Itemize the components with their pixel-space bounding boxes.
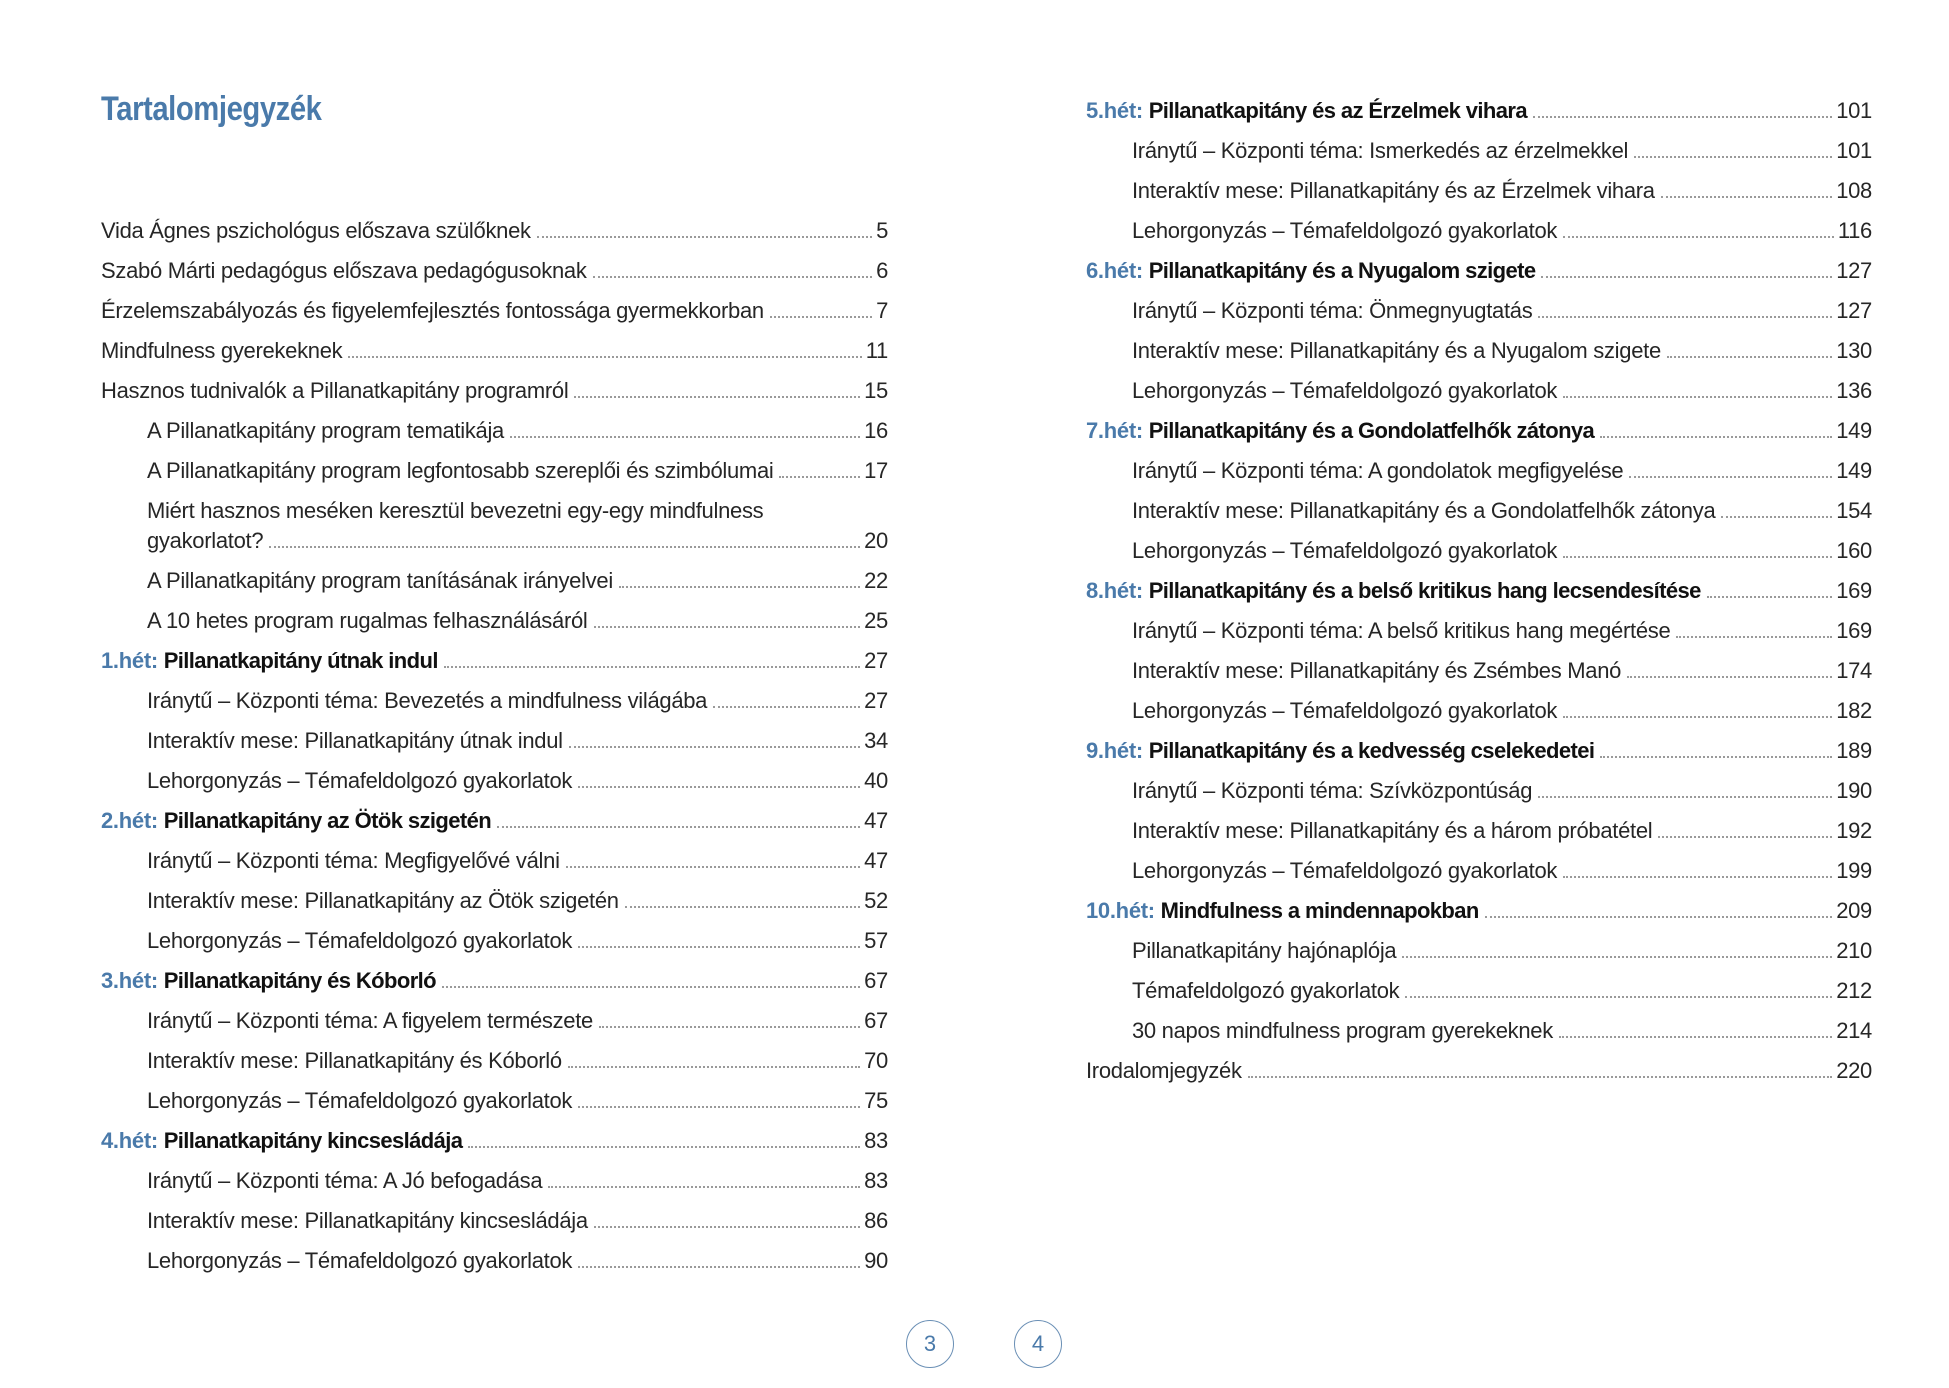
dot-leader	[619, 586, 860, 588]
toc-entry-title: Érzelemszabályozás és figyelemfejlesztés fontossága gyermekkorban	[101, 298, 764, 323]
dot-leader	[568, 1066, 860, 1068]
week-title: Pillanatkapitány és a kedvesség cselekedetei	[1148, 738, 1595, 763]
toc-subentry[interactable]	[101, 1034, 888, 1074]
toc-subentry[interactable]	[1086, 924, 1872, 964]
toc-page-number: 11	[865, 338, 888, 363]
toc-subentry[interactable]	[1086, 844, 1872, 884]
dot-leader	[594, 1226, 860, 1228]
toc-page-number: 212	[1836, 978, 1872, 1003]
toc-page-number: 160	[1836, 538, 1872, 563]
toc-entry-title: Interaktív mese: Pillanatkapitány és Kóborló	[147, 1048, 562, 1073]
toc-subentry[interactable]	[101, 444, 888, 484]
dot-leader	[1629, 476, 1832, 478]
week-label: 8.hét:	[1086, 578, 1143, 603]
toc-subentry[interactable]	[1086, 684, 1872, 724]
toc-subentry[interactable]	[101, 1074, 888, 1114]
toc-entry-title: Interaktív mese: Pillanatkapitány és a Nyugalom szigete	[1132, 338, 1661, 363]
toc-entry[interactable]	[101, 364, 888, 404]
dot-leader	[548, 1186, 860, 1188]
toc-entry-title: Interaktív mese: Pillanatkapitány útnak indul	[147, 728, 563, 753]
toc-page-number: 40	[864, 768, 888, 793]
dot-leader	[1563, 556, 1832, 558]
dot-leader	[1721, 516, 1832, 518]
toc-page-number: 67	[864, 1008, 888, 1033]
toc-page-number: 210	[1836, 938, 1872, 963]
toc-entry-title: Vida Ágnes pszichológus előszava szülőknek	[101, 218, 531, 243]
dot-leader	[1538, 796, 1832, 798]
dot-leader	[578, 1106, 860, 1108]
toc-entry-title: Lehorgonyzás – Témafeldolgozó gyakorlatok	[1132, 698, 1558, 723]
toc-page-number: 5	[876, 218, 888, 243]
toc-page-number: 57	[864, 928, 888, 953]
toc-entry-title: Iránytű – Központi téma: Önmegnyugtatás	[1132, 298, 1533, 323]
dot-leader	[444, 666, 860, 668]
toc-subentry[interactable]	[1086, 524, 1872, 564]
toc-subentry[interactable]	[1086, 284, 1872, 324]
toc-week-entry[interactable]	[1086, 564, 1872, 604]
toc-entry-title: Lehorgonyzás – Témafeldolgozó gyakorlatok	[1132, 538, 1558, 563]
toc-page-number: 220	[1836, 1058, 1872, 1083]
toc-page-number: 7	[876, 298, 888, 323]
week-label: 7.hét:	[1086, 418, 1143, 443]
toc-page-number: 108	[1836, 178, 1872, 203]
toc-entry-title	[1086, 258, 1541, 284]
week-title: Pillanatkapitány az Ötök szigetén	[163, 808, 492, 833]
week-title: Pillanatkapitány és a Nyugalom szigete	[1148, 258, 1536, 283]
toc-page-number: 67	[864, 968, 888, 993]
dot-leader	[599, 1026, 860, 1028]
toc-page-number: 15	[864, 378, 888, 403]
dot-leader	[1676, 636, 1832, 638]
toc-entry-title	[1086, 578, 1707, 604]
toc-week-entry[interactable]	[1086, 884, 1872, 924]
toc-entry-title	[1086, 98, 1533, 124]
dot-leader	[593, 276, 873, 278]
toc-subentry[interactable]	[1086, 604, 1872, 644]
toc-page-number: 174	[1836, 658, 1872, 683]
dot-leader	[574, 396, 860, 398]
dot-leader	[1248, 1076, 1832, 1078]
dot-leader	[578, 1266, 860, 1268]
toc-entry-title: Interaktív mese: Pillanatkapitány és a Gondolatfelhők zátonya	[1132, 498, 1716, 523]
toc-subentry[interactable]	[101, 914, 888, 954]
toc-entry-title	[1086, 898, 1485, 924]
toc-subentry[interactable]	[1086, 804, 1872, 844]
toc-entry-title: Lehorgonyzás – Témafeldolgozó gyakorlatok	[1132, 858, 1558, 883]
toc-subentry[interactable]	[101, 1194, 888, 1234]
toc-page-number: 136	[1836, 378, 1872, 403]
dot-leader	[1661, 196, 1832, 198]
week-title: Pillanatkapitány és az Érzelmek vihara	[1148, 98, 1527, 123]
toc-subentry[interactable]	[101, 1234, 888, 1274]
toc-entry-title: Hasznos tudnivalók a Pillanatkapitány programról	[101, 378, 569, 403]
toc-subentry[interactable]	[1086, 1004, 1872, 1044]
toc-subentry[interactable]	[101, 484, 888, 554]
toc-subentry[interactable]	[101, 874, 888, 914]
dot-leader	[537, 236, 872, 238]
toc-page-number: 169	[1836, 578, 1872, 603]
toc-week-entry[interactable]	[1086, 724, 1872, 764]
toc-subentry[interactable]	[1086, 644, 1872, 684]
toc-entry-title: A Pillanatkapitány program tanításának irányelvei	[147, 568, 613, 593]
toc-page-number: 27	[864, 688, 888, 713]
toc-subentry[interactable]	[1086, 164, 1872, 204]
toc-entry-title: Lehorgonyzás – Témafeldolgozó gyakorlatok	[147, 768, 573, 793]
toc-page-number: 16	[864, 418, 888, 443]
toc-entry-title: Lehorgonyzás – Témafeldolgozó gyakorlatok	[1132, 378, 1558, 403]
toc-right-column	[1086, 84, 1872, 1084]
page-title: Tartalomjegyzék	[101, 90, 322, 128]
dot-leader	[1563, 236, 1834, 238]
dot-leader	[1402, 956, 1832, 958]
toc-page-number: 83	[864, 1168, 888, 1193]
toc-week-entry[interactable]	[1086, 244, 1872, 284]
toc-entry-title: Iránytű – Központi téma: A Jó befogadása	[147, 1168, 543, 1193]
toc-page-number: 169	[1836, 618, 1872, 643]
toc-entry-title: A Pillanatkapitány program tematikája	[147, 418, 504, 443]
toc-page-number: 149	[1836, 458, 1872, 483]
dot-leader	[1627, 676, 1832, 678]
toc-page-number: 86	[864, 1208, 888, 1233]
dot-leader	[1541, 276, 1832, 278]
toc-week-entry[interactable]	[101, 634, 888, 674]
dot-leader	[779, 476, 860, 478]
toc-week-entry[interactable]	[1086, 404, 1872, 444]
dot-leader	[566, 866, 860, 868]
toc-subentry[interactable]	[101, 714, 888, 754]
dot-leader	[770, 316, 872, 318]
toc-subentry[interactable]	[1086, 444, 1872, 484]
toc-entry-title: A Pillanatkapitány program legfontosabb szereplői és szimbólumai	[147, 458, 774, 483]
toc-entry-title: Interaktív mese: Pillanatkapitány kincsesládája	[147, 1208, 588, 1233]
dot-leader	[1600, 436, 1832, 438]
toc-entry[interactable]	[101, 204, 888, 244]
dot-leader	[713, 706, 860, 708]
toc-subentry[interactable]	[1086, 484, 1872, 524]
toc-page-number: 47	[864, 848, 888, 873]
toc-page-number: 101	[1836, 98, 1872, 123]
toc-entry-title: Iránytű – Központi téma: A figyelem természete	[147, 1008, 593, 1033]
toc-entry-title: Iránytű – Központi téma: A belső kritikus hang megértése	[1132, 618, 1671, 643]
toc-entry-title: Interaktív mese: Pillanatkapitány az Ötök szigetén	[147, 888, 619, 913]
dot-leader	[1559, 1036, 1832, 1038]
dot-leader	[1533, 116, 1832, 118]
week-label: 10.hét:	[1086, 898, 1155, 923]
dot-leader	[1405, 996, 1832, 998]
toc-page-number: 199	[1836, 858, 1872, 883]
toc-entry-title	[1086, 738, 1600, 764]
dot-leader	[269, 546, 860, 548]
toc-page-number: 70	[864, 1048, 888, 1073]
toc-subentry[interactable]	[1086, 124, 1872, 164]
toc-page-number: 20	[864, 528, 888, 553]
toc-week-entry[interactable]	[101, 1114, 888, 1154]
toc-subentry[interactable]	[101, 404, 888, 444]
dot-leader	[1707, 596, 1832, 598]
toc-page-number: 116	[1837, 218, 1872, 243]
toc-page-number: 75	[864, 1088, 888, 1113]
toc-page-number: 17	[864, 458, 888, 483]
toc-entry-title	[101, 1128, 468, 1154]
dot-leader	[1538, 316, 1832, 318]
toc-entry-title: Pillanatkapitány hajónaplója	[1132, 938, 1397, 963]
week-label: 2.hét:	[101, 808, 158, 833]
toc-page-number: 189	[1836, 738, 1872, 763]
dot-leader	[1563, 396, 1832, 398]
toc-page-number: 209	[1836, 898, 1872, 923]
toc-entry-title: Szabó Márti pedagógus előszava pedagógusoknak	[101, 258, 587, 283]
toc-entry-title: Lehorgonyzás – Témafeldolgozó gyakorlatok	[147, 1088, 573, 1113]
toc-page-number: 22	[864, 568, 888, 593]
page-number-right: 4	[1014, 1320, 1062, 1368]
toc-subentry[interactable]	[101, 554, 888, 594]
toc-entry-title-continued: gyakorlatot?	[147, 528, 264, 553]
toc-entry-title: Irodalomjegyzék	[1086, 1058, 1242, 1083]
dot-leader	[510, 436, 860, 438]
toc-page-number: 127	[1836, 298, 1872, 323]
toc-subentry[interactable]	[101, 834, 888, 874]
toc-page-number: 101	[1836, 138, 1872, 163]
toc-page-number: 154	[1836, 498, 1872, 523]
toc-subentry[interactable]	[1086, 764, 1872, 804]
toc-left-column	[101, 204, 888, 1274]
toc-page-number: 149	[1836, 418, 1872, 443]
dot-leader	[578, 946, 860, 948]
toc-subentry[interactable]	[1086, 324, 1872, 364]
toc-entry-title: Interaktív mese: Pillanatkapitány és a három próbatétel	[1132, 818, 1653, 843]
toc-page-number: 182	[1836, 698, 1872, 723]
toc-page-number: 34	[864, 728, 888, 753]
dot-leader	[594, 626, 861, 628]
toc-page-number: 83	[864, 1128, 888, 1153]
toc-entry-title: Iránytű – Központi téma: Bevezetés a mindfulness világába	[147, 688, 708, 713]
dot-leader	[569, 746, 860, 748]
dot-leader	[625, 906, 860, 908]
toc-page-number: 192	[1836, 818, 1872, 843]
toc-entry-title: Iránytű – Központi téma: A gondolatok megfigyelése	[1132, 458, 1624, 483]
toc-entry-title: Iránytű – Központi téma: Ismerkedés az érzelmekkel	[1132, 138, 1629, 163]
toc-entry-title: Iránytű – Központi téma: Megfigyelővé válni	[147, 848, 560, 873]
toc-page-number: 52	[864, 888, 888, 913]
week-title: Mindfulness a mindennapokban	[1160, 898, 1479, 923]
toc-entry-title: Lehorgonyzás – Témafeldolgozó gyakorlatok	[147, 1248, 573, 1273]
dot-leader	[468, 1146, 860, 1148]
toc-entry[interactable]	[101, 324, 888, 364]
dot-leader	[497, 826, 860, 828]
toc-entry-title	[101, 968, 442, 994]
dot-leader	[1634, 156, 1832, 158]
week-label: 9.hét:	[1086, 738, 1143, 763]
toc-page-number: 90	[864, 1248, 888, 1273]
toc-subentry[interactable]	[101, 754, 888, 794]
toc-subentry[interactable]	[101, 1154, 888, 1194]
week-title: Pillanatkapitány és a belső kritikus hang lecsendesítése	[1148, 578, 1701, 603]
toc-entry[interactable]	[1086, 1044, 1872, 1084]
dot-leader	[1600, 756, 1832, 758]
toc-entry[interactable]	[101, 284, 888, 324]
toc-page-number: 47	[864, 808, 888, 833]
toc-subentry[interactable]	[101, 674, 888, 714]
toc-entry-title: Lehorgonyzás – Témafeldolgozó gyakorlatok	[147, 928, 573, 953]
week-label: 5.hét:	[1086, 98, 1143, 123]
toc-entry-title: 30 napos mindfulness program gyerekeknek	[1132, 1018, 1553, 1043]
toc-page-number: 27	[864, 648, 888, 673]
toc-entry-title: Interaktív mese: Pillanatkapitány és az Érzelmek vihara	[1132, 178, 1655, 203]
toc-subentry[interactable]	[1086, 964, 1872, 1004]
week-label: 4.hét:	[101, 1128, 158, 1153]
toc-week-entry[interactable]	[1086, 84, 1872, 124]
toc-subentry[interactable]	[1086, 364, 1872, 404]
toc-entry[interactable]	[101, 244, 888, 284]
dot-leader	[1667, 356, 1832, 358]
week-title: Pillanatkapitány és Kóborló	[163, 968, 437, 993]
dot-leader	[348, 356, 861, 358]
toc-entry-title: Iránytű – Központi téma: Szívközpontúság	[1132, 778, 1533, 803]
toc-entry-title: A 10 hetes program rugalmas felhasználásáról	[147, 608, 588, 633]
toc-week-entry[interactable]	[101, 954, 888, 994]
toc-page-number: 214	[1836, 1018, 1872, 1043]
toc-page-number: 6	[876, 258, 888, 283]
week-title: Pillanatkapitány kincsesládája	[163, 1128, 463, 1153]
toc-entry-title: Mindfulness gyerekeknek	[101, 338, 343, 363]
toc-week-entry[interactable]	[101, 794, 888, 834]
dot-leader	[1658, 836, 1832, 838]
toc-entry-title	[1086, 418, 1600, 444]
dot-leader	[1485, 916, 1832, 918]
toc-page-number: 127	[1836, 258, 1872, 283]
toc-entry-title-wrap	[147, 498, 888, 554]
week-title: Pillanatkapitány és a Gondolatfelhők zátonya	[1148, 418, 1595, 443]
toc-subentry[interactable]	[101, 594, 888, 634]
week-label: 3.hét:	[101, 968, 158, 993]
toc-page-number: 130	[1836, 338, 1872, 363]
week-label: 6.hét:	[1086, 258, 1143, 283]
toc-page-number: 190	[1836, 778, 1872, 803]
toc-entry-title: Interaktív mese: Pillanatkapitány és Zsémbes Manó	[1132, 658, 1622, 683]
toc-entry-title: Lehorgonyzás – Témafeldolgozó gyakorlatok	[1132, 218, 1558, 243]
dot-leader	[578, 786, 860, 788]
toc-page-number: 25	[864, 608, 888, 633]
toc-entry-title: Miért hasznos meséken keresztül bevezetni egy-egy mindfulness	[147, 498, 764, 523]
week-title: Pillanatkapitány útnak indul	[163, 648, 438, 673]
toc-entry-title: Témafeldolgozó gyakorlatok	[1132, 978, 1400, 1003]
week-label: 1.hét:	[101, 648, 158, 673]
page-number-left: 3	[906, 1320, 954, 1368]
toc-subentry[interactable]	[1086, 204, 1872, 244]
toc-entry-title	[101, 808, 497, 834]
dot-leader	[1563, 716, 1832, 718]
toc-subentry[interactable]	[101, 994, 888, 1034]
dot-leader	[1563, 876, 1832, 878]
dot-leader	[442, 986, 860, 988]
toc-entry-title	[101, 648, 444, 674]
